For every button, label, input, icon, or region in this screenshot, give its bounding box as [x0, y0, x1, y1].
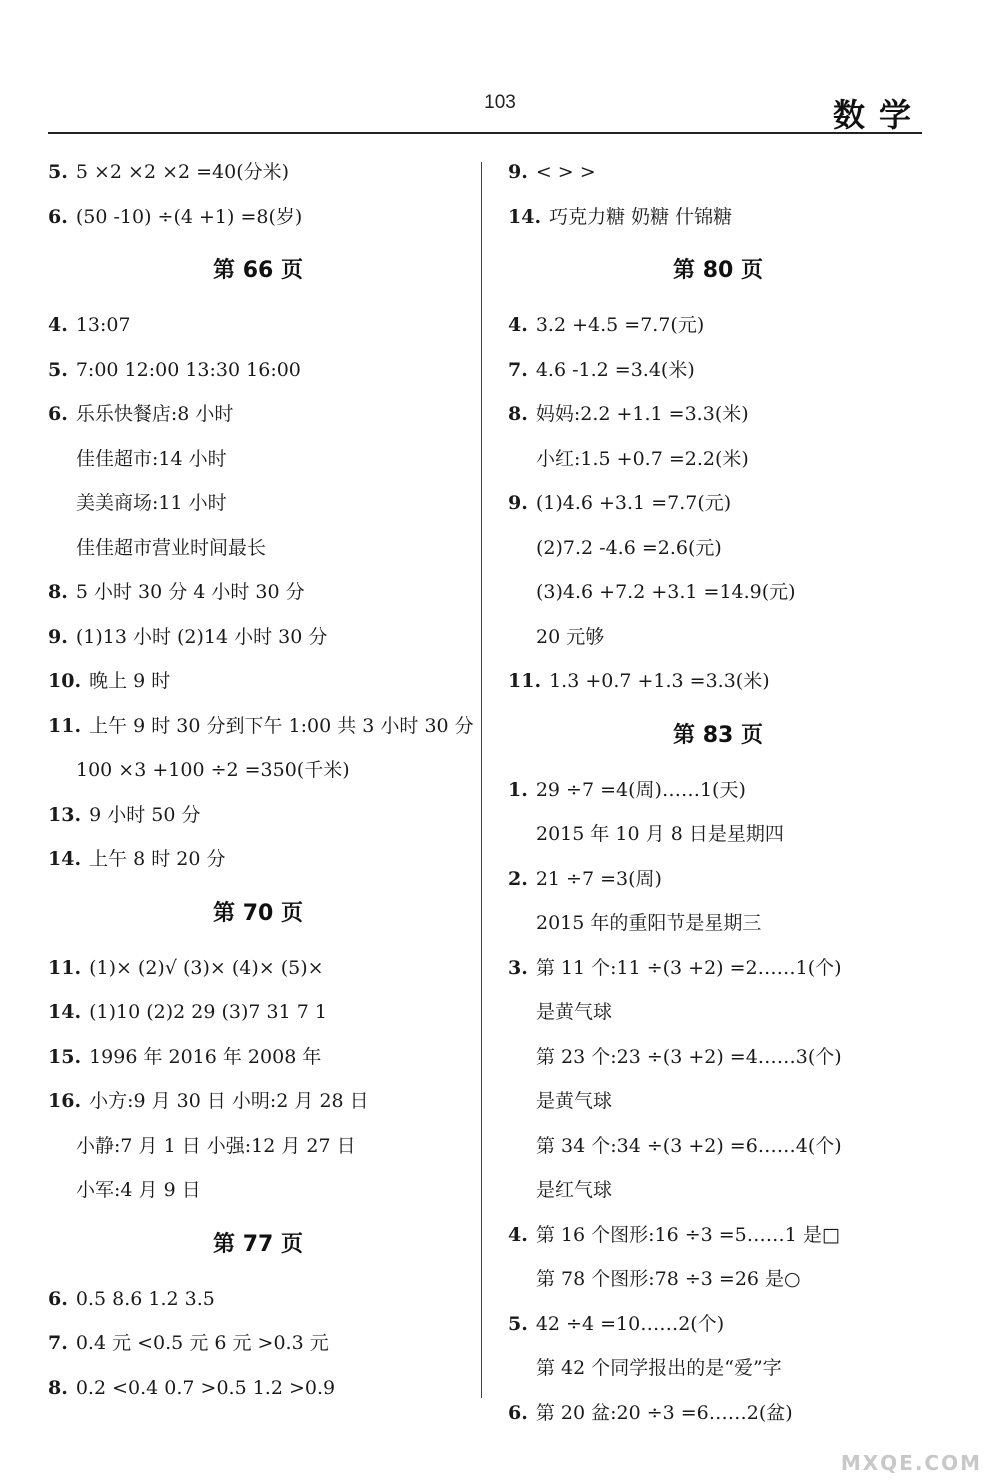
- item-number: 16.: [48, 1090, 82, 1112]
- right-column: [508, 150, 928, 1435]
- item-number: 3.: [508, 956, 528, 979]
- item-number: 5.: [508, 1312, 528, 1335]
- item-number: 5.: [48, 358, 68, 381]
- answer-text: 佳佳超市营业时间最长: [76, 536, 267, 559]
- answer-item: [48, 1321, 468, 1366]
- answer-item: [508, 392, 928, 437]
- answer-continuation: [48, 748, 468, 793]
- item-number: 14.: [48, 848, 82, 870]
- answer-text: 2015 年的重阳节是星期三: [536, 912, 762, 934]
- answer-continuation: [508, 615, 928, 660]
- answer-text: (2)7.2 -4.6 =2.6(元): [536, 536, 722, 559]
- item-number: 13.: [48, 803, 82, 826]
- answer-continuation: [508, 901, 928, 946]
- section-title: 第 77 页: [213, 1231, 303, 1257]
- answer-item: [48, 793, 468, 838]
- answer-item: [48, 1079, 468, 1124]
- left-column: [48, 150, 474, 1410]
- answer-item: [48, 150, 468, 195]
- answer-continuation: [48, 1124, 468, 1169]
- item-number: 11.: [508, 670, 542, 692]
- answer-text: 第 23 个:23 ÷(3 +2) =4……3(个): [536, 1045, 842, 1068]
- item-number: 4.: [508, 1223, 528, 1246]
- answer-continuation: [48, 526, 468, 571]
- answer-text: 1.3 +0.7 +1.3 =3.3(米): [549, 670, 770, 692]
- answer-text: 佳佳超市:14 小时: [76, 447, 227, 470]
- answer-text: < > >: [535, 161, 596, 183]
- answer-continuation: [508, 1168, 928, 1213]
- answer-text: 小静:7 月 1 日 小强:12 月 27 日: [76, 1134, 356, 1157]
- answer-text: 小军:4 月 9 日: [76, 1179, 201, 1201]
- answer-item: [48, 1277, 468, 1322]
- section-title: 第 66 页: [213, 258, 303, 283]
- answer-text: 小方:9 月 30 日 小明:2 月 28 日: [89, 1090, 369, 1112]
- answer-continuation: [48, 1168, 468, 1213]
- answer-item: [48, 990, 468, 1035]
- watermark-logo: MXQE.COM: [840, 1451, 982, 1475]
- answer-continuation: [48, 437, 468, 482]
- answer-text: 1996 年 2016 年 2008 年: [89, 1045, 322, 1068]
- answer-text: 29 ÷7 =4(周)……1(天): [535, 778, 746, 801]
- answer-text: (1)4.6 +3.1 =7.7(元): [535, 492, 732, 514]
- answer-text: 上午 8 时 20 分: [89, 848, 226, 870]
- item-number: 10.: [48, 670, 82, 692]
- answer-text: (1)× (2)√ (3)× (4)× (5)×: [89, 956, 324, 979]
- answer-item: [48, 1366, 468, 1411]
- answer-text: (50 -10) ÷(4 +1) =8(岁): [75, 205, 303, 228]
- subject-title: 数学: [832, 96, 925, 134]
- answer-item: [508, 946, 928, 991]
- answer-item: [48, 348, 468, 393]
- answer-text: (1)13 小时 (2)14 小时 30 分: [75, 625, 328, 648]
- answer-continuation: [508, 1124, 928, 1169]
- answer-text: 9 小时 50 分: [89, 803, 201, 826]
- item-number: 5.: [48, 161, 68, 183]
- answer-continuation: [508, 437, 928, 482]
- answer-text: 第 34 个:34 ÷(3 +2) =6……4(个): [536, 1134, 842, 1157]
- item-number: 6.: [508, 1401, 528, 1424]
- answer-text: 2015 年 10 月 8 日是星期四: [536, 823, 784, 845]
- section-title: 第 80 页: [673, 258, 763, 283]
- item-number: 6.: [48, 1287, 68, 1310]
- item-number: 8.: [48, 1376, 68, 1399]
- answer-text: 是黄气球: [536, 1001, 613, 1023]
- item-number: 11.: [48, 714, 82, 737]
- answer-item: [508, 659, 928, 704]
- answer-text: (3)4.6 +7.2 +3.1 =14.9(元): [536, 581, 796, 603]
- answer-text: 3.2 +4.5 =7.7(元): [535, 314, 705, 336]
- answer-text: 小红:1.5 +0.7 =2.2(米): [536, 447, 749, 470]
- section-title: 第 83 页: [673, 722, 763, 748]
- answer-text: 乐乐快餐店:8 小时: [75, 403, 234, 425]
- answer-text: 20 元够: [536, 625, 605, 648]
- item-number: 14.: [508, 205, 542, 228]
- answer-text: 晚上 9 时: [89, 670, 171, 692]
- answer-item: [48, 659, 468, 704]
- answer-text: 5 ×2 ×2 ×2 =40(分米): [75, 161, 290, 183]
- answer-text: (1)10 (2)2 29 (3)7 31 7 1: [89, 1001, 327, 1023]
- answer-item: [48, 195, 468, 240]
- item-number: 7.: [48, 1332, 68, 1354]
- answer-item: [48, 1035, 468, 1080]
- item-number: 8.: [48, 581, 68, 603]
- answer-item: [508, 768, 928, 813]
- item-number: 11.: [48, 956, 82, 979]
- item-number: 7.: [508, 358, 528, 381]
- answer-continuation: [508, 1035, 928, 1080]
- answer-item: [508, 195, 928, 240]
- answer-text: 是黄气球: [536, 1090, 613, 1112]
- item-number: 6.: [48, 403, 68, 425]
- answer-item: [508, 150, 928, 195]
- answer-item: [508, 1213, 928, 1258]
- answer-item: [508, 1302, 928, 1347]
- answer-item: [48, 303, 468, 348]
- item-number: 4.: [48, 314, 68, 336]
- answer-text: 美美商场:11 小时: [76, 492, 227, 514]
- item-number: 8.: [508, 403, 528, 425]
- answer-continuation: [508, 990, 928, 1035]
- answer-text: 13:07: [75, 314, 131, 336]
- answer-text: 是红气球: [536, 1179, 613, 1201]
- answer-item: [508, 303, 928, 348]
- answer-continuation: [508, 1257, 928, 1302]
- item-number: 1.: [508, 778, 528, 801]
- answer-item: [48, 392, 468, 437]
- answer-text: 5 小时 30 分 4 小时 30 分: [75, 581, 305, 603]
- answer-item: [48, 704, 474, 749]
- answer-continuation: [48, 481, 468, 526]
- answer-item: [508, 1391, 928, 1436]
- answer-text: 上午 9 时 30 分到下午 1:00 共 3 小时 30 分: [89, 714, 474, 737]
- answer-item: [48, 615, 468, 660]
- header-rule: [48, 132, 922, 134]
- answer-text: 21 ÷7 =3(周): [535, 867, 662, 890]
- answer-text: 巧克力糖 奶糖 什锦糖: [549, 205, 733, 228]
- answer-text: 第 42 个同学报出的是“爱”字: [536, 1357, 782, 1379]
- answer-item: [48, 946, 468, 991]
- answer-text: 第 78 个图形:78 ÷3 =26 是○: [536, 1268, 801, 1290]
- answer-text: 妈妈:2.2 +1.1 =3.3(米): [535, 403, 749, 425]
- item-number: 6.: [48, 205, 68, 228]
- answer-item: [508, 481, 928, 526]
- item-number: 4.: [508, 314, 528, 336]
- answer-continuation: [508, 812, 928, 857]
- answer-text: 第 11 个:11 ÷(3 +2) =2……1(个): [535, 956, 842, 979]
- answer-text: 100 ×3 +100 ÷2 =350(千米): [76, 759, 350, 781]
- answer-item: [48, 570, 468, 615]
- answer-text: 0.4 元 <0.5 元 6 元 >0.3 元: [75, 1332, 329, 1354]
- answer-text: 第 20 盆:20 ÷3 =6……2(盆): [535, 1401, 793, 1424]
- answer-text: 7:00 12:00 13:30 16:00: [75, 358, 301, 381]
- answer-continuation: [508, 1346, 928, 1391]
- item-number: 9.: [508, 492, 528, 514]
- answer-item: [508, 348, 928, 393]
- item-number: 2.: [508, 867, 528, 890]
- answer-item: [48, 837, 468, 882]
- answer-item: [508, 857, 928, 902]
- item-number: 15.: [48, 1045, 82, 1068]
- answer-continuation: [508, 1079, 928, 1124]
- answer-text: 0.2 <0.4 0.7 >0.5 1.2 >0.9: [75, 1376, 336, 1399]
- item-number: 9.: [508, 161, 528, 183]
- column-divider: [481, 162, 482, 1398]
- item-number: 9.: [48, 625, 68, 648]
- answer-text: 第 16 个图形:16 ÷3 =5……1 是□: [535, 1223, 840, 1246]
- answer-text: 4.6 -1.2 =3.4(米): [535, 358, 695, 381]
- answer-text: 42 ÷4 =10……2(个): [535, 1312, 725, 1335]
- answer-continuation: [508, 526, 928, 571]
- section-title: 第 70 页: [213, 900, 303, 926]
- answer-continuation: [508, 570, 928, 615]
- answer-text: 0.5 8.6 1.2 3.5: [75, 1287, 215, 1310]
- item-number: 14.: [48, 1001, 82, 1023]
- page-number: 103: [484, 92, 516, 113]
